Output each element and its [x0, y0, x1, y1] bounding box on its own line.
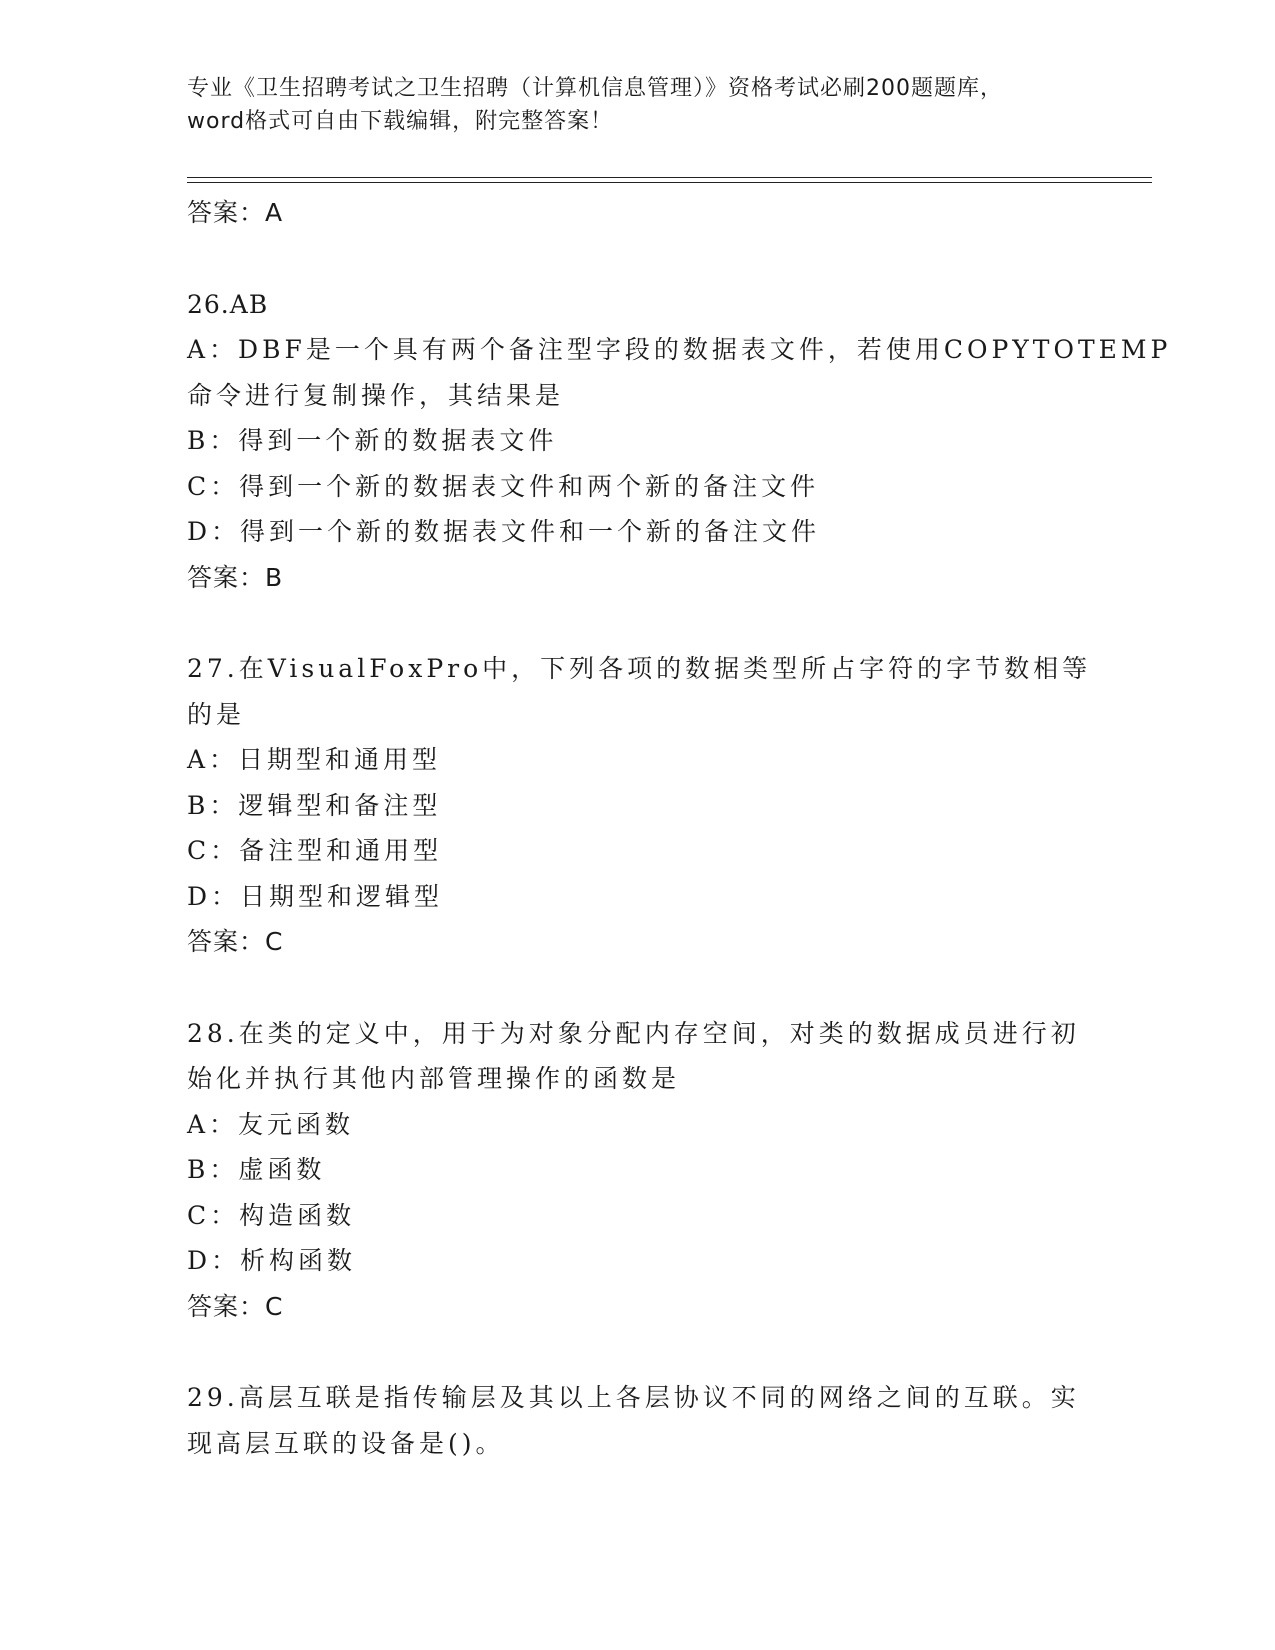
question-stem: 29.高层互联是指传输层及其以上各层协议不同的网络之间的互联。实	[187, 1383, 1080, 1412]
question-block	[187, 1011, 1087, 1330]
option-line: D：日期型和逻辑型	[187, 881, 444, 911]
header-line-2: word格式可自由下载编辑，附完整答案！	[187, 109, 614, 134]
option-line: A：日期型和通用型	[187, 745, 442, 774]
option-line: D：得到一个新的数据表文件和一个新的备注文件	[187, 517, 821, 546]
option-line: B：逻辑型和备注型	[187, 790, 442, 820]
header-divider-top	[187, 177, 1152, 178]
question-stem: 的是	[187, 699, 246, 729]
option-line: D：析构函数	[187, 1246, 357, 1275]
question-list	[187, 190, 1172, 1466]
option-line: A：友元函数	[187, 1109, 355, 1139]
question-stem: 27.在VisualFoxPro中，下列各项的数据类型所占字符的字节数相等	[187, 654, 1092, 683]
option-line: C：构造函数	[187, 1200, 356, 1230]
question-stem: 现高层互联的设备是()。	[187, 1428, 505, 1458]
answer-line: 答案：C	[187, 1291, 284, 1321]
spacer	[187, 965, 1087, 1011]
question-stem: 始化并执行其他内部管理操作的函数是	[187, 1064, 681, 1093]
option-line: C：得到一个新的数据表文件和两个新的备注文件	[187, 471, 820, 501]
answer-line: 答案：A	[187, 198, 284, 227]
answer-line: 答案：B	[187, 562, 284, 592]
spacer	[187, 600, 1087, 646]
option-line: B：得到一个新的数据表文件	[187, 426, 558, 455]
question-block	[187, 1375, 1087, 1466]
option-line: 命令进行复制操作，其结果是	[187, 380, 565, 410]
option-line: C：备注型和通用型	[187, 836, 443, 865]
document-header	[187, 72, 1087, 138]
spacer	[187, 236, 1087, 282]
question-block	[187, 282, 1172, 601]
option-line: B：虚函数	[187, 1155, 326, 1184]
header-line-1: 专业《卫生招聘考试之卫生招聘（计算机信息管理）》资格考试必刷200题题库，	[187, 76, 1003, 101]
question-block	[187, 646, 1092, 965]
option-line: A：DBF是一个具有两个备注型字段的数据表文件，若使用COPYTOTEMP	[187, 335, 1172, 364]
answer-line: 答案：C	[187, 927, 284, 956]
question-stem: 28.在类的定义中，用于为对象分配内存空间，对类的数据成员进行初	[187, 1018, 1080, 1048]
header-divider-bottom	[187, 182, 1152, 183]
question-stem: 26.AB	[187, 289, 269, 319]
spacer	[187, 1329, 1087, 1375]
